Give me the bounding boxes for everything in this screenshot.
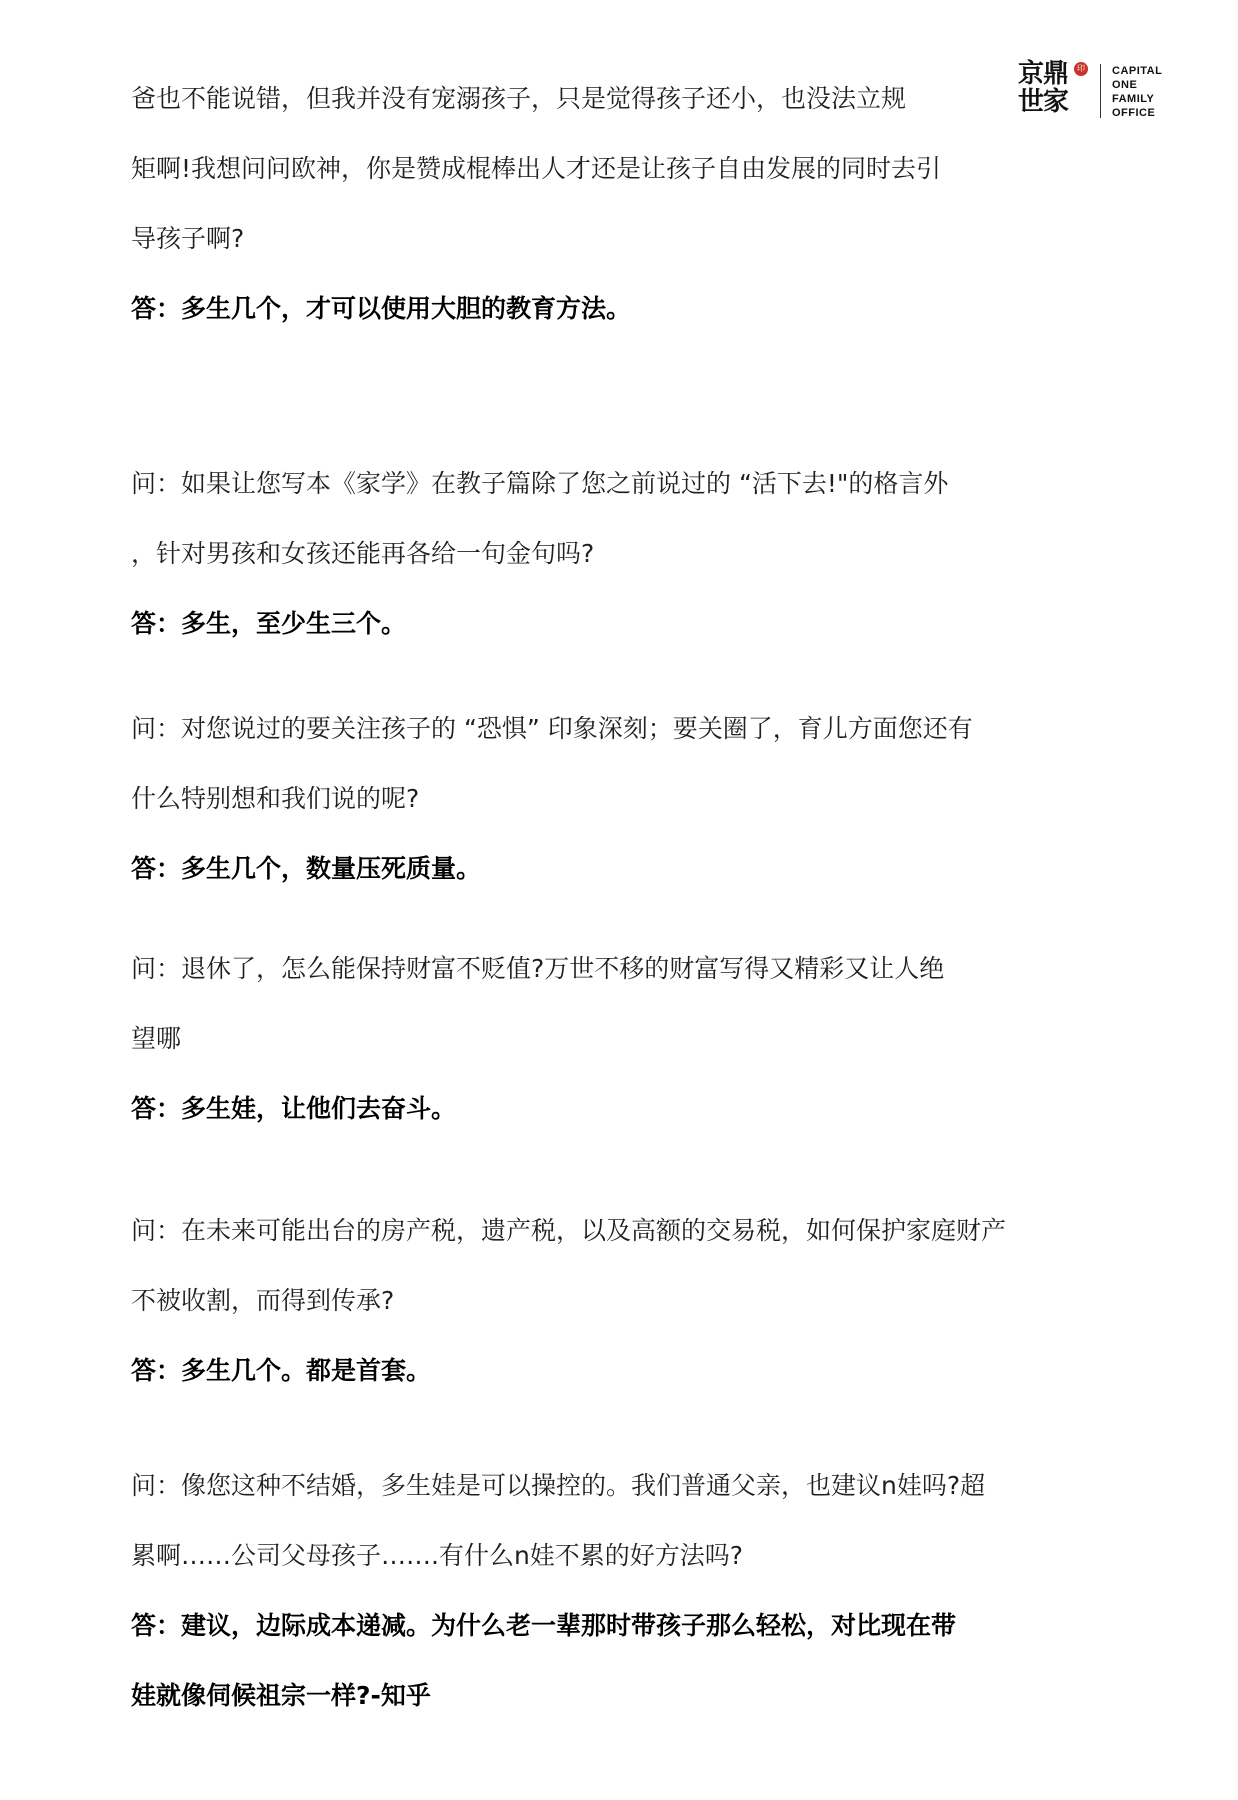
logo-cn-line-1: 京鼎 <box>1018 59 1069 89</box>
question-line: ，针对男孩和女孩还能再各给一句金句吗? <box>131 539 595 568</box>
qa-block <box>131 64 1061 344</box>
logo-divider <box>1100 64 1101 118</box>
spacer <box>131 904 1061 934</box>
answer-line: 答：多生几个，数量压死质量。 <box>131 854 482 883</box>
question-line: 问：如果让您写本《家学》在教子篇除了您之前说过的 “活下去!"的格言外 <box>131 469 949 498</box>
question-line: 问：像您这种不结婚，多生娃是可以操控的。我们普通父亲，也建议n娃吗?超 <box>131 1471 986 1500</box>
qa-content <box>131 64 1061 1731</box>
spacer <box>131 1406 1061 1451</box>
qa-block <box>131 694 1061 904</box>
answer-line: 答：多生娃，让他们去奋斗。 <box>131 1094 457 1123</box>
logo-cn-line-2: 世家 <box>1018 87 1069 117</box>
question-line: 导孩子啊? <box>131 224 245 253</box>
answer-line: 答：建议，边际成本递减。为什么老一辈那时带孩子那么轻松，对比现在带 <box>131 1611 957 1640</box>
spacer <box>131 659 1061 694</box>
logo-en-line-4: OFFICE <box>1112 107 1156 119</box>
logo-en-line-2: ONE <box>1112 79 1138 91</box>
question-line: 问：对您说过的要关注孩子的 “恐惧” 印象深刻；要关圈了，育儿方面您还有 <box>131 714 973 743</box>
logo-en-line-1: CAPITAL <box>1112 65 1163 77</box>
answer-line: 娃就像伺候祖宗一样?-知乎 <box>131 1681 431 1710</box>
qa-block <box>131 934 1061 1144</box>
answer-line: 答：多生几个，才可以使用大胆的教育方法。 <box>131 294 632 323</box>
answer-line: 答：多生几个。都是首套。 <box>131 1356 432 1385</box>
seal-icon: 印 <box>1074 62 1088 76</box>
question-line: 望哪 <box>131 1024 182 1053</box>
qa-block <box>131 449 1061 659</box>
question-line: 累啊……公司父母孩子…….有什么n娃不累的好方法吗? <box>131 1541 744 1570</box>
qa-block <box>131 1451 1061 1731</box>
logo-english-name <box>1112 64 1162 120</box>
question-line: 不被收割，而得到传承? <box>131 1286 395 1315</box>
question-line: 什么特别想和我们说的呢? <box>131 784 420 813</box>
logo-en-line-3: FAMILY <box>1112 93 1155 105</box>
question-line: 问：在未来可能出台的房产税，遗产税，以及高额的交易税，如何保护家庭财产 <box>131 1216 1007 1245</box>
question-line: 矩啊!我想问问欧神，你是赞成棍棒出人才还是让孩子自由发展的同时去引 <box>131 154 942 183</box>
spacer <box>131 344 1061 449</box>
spacer <box>131 1144 1061 1196</box>
question-line: 爸也不能说错，但我并没有宠溺孩子，只是觉得孩子还小，也没法立规 <box>131 84 907 113</box>
answer-line: 答：多生，至少生三个。 <box>131 609 407 638</box>
question-line: 问：退休了，怎么能保持财富不贬值?万世不移的财富写得又精彩又让人绝 <box>131 954 945 983</box>
qa-block <box>131 1196 1061 1406</box>
